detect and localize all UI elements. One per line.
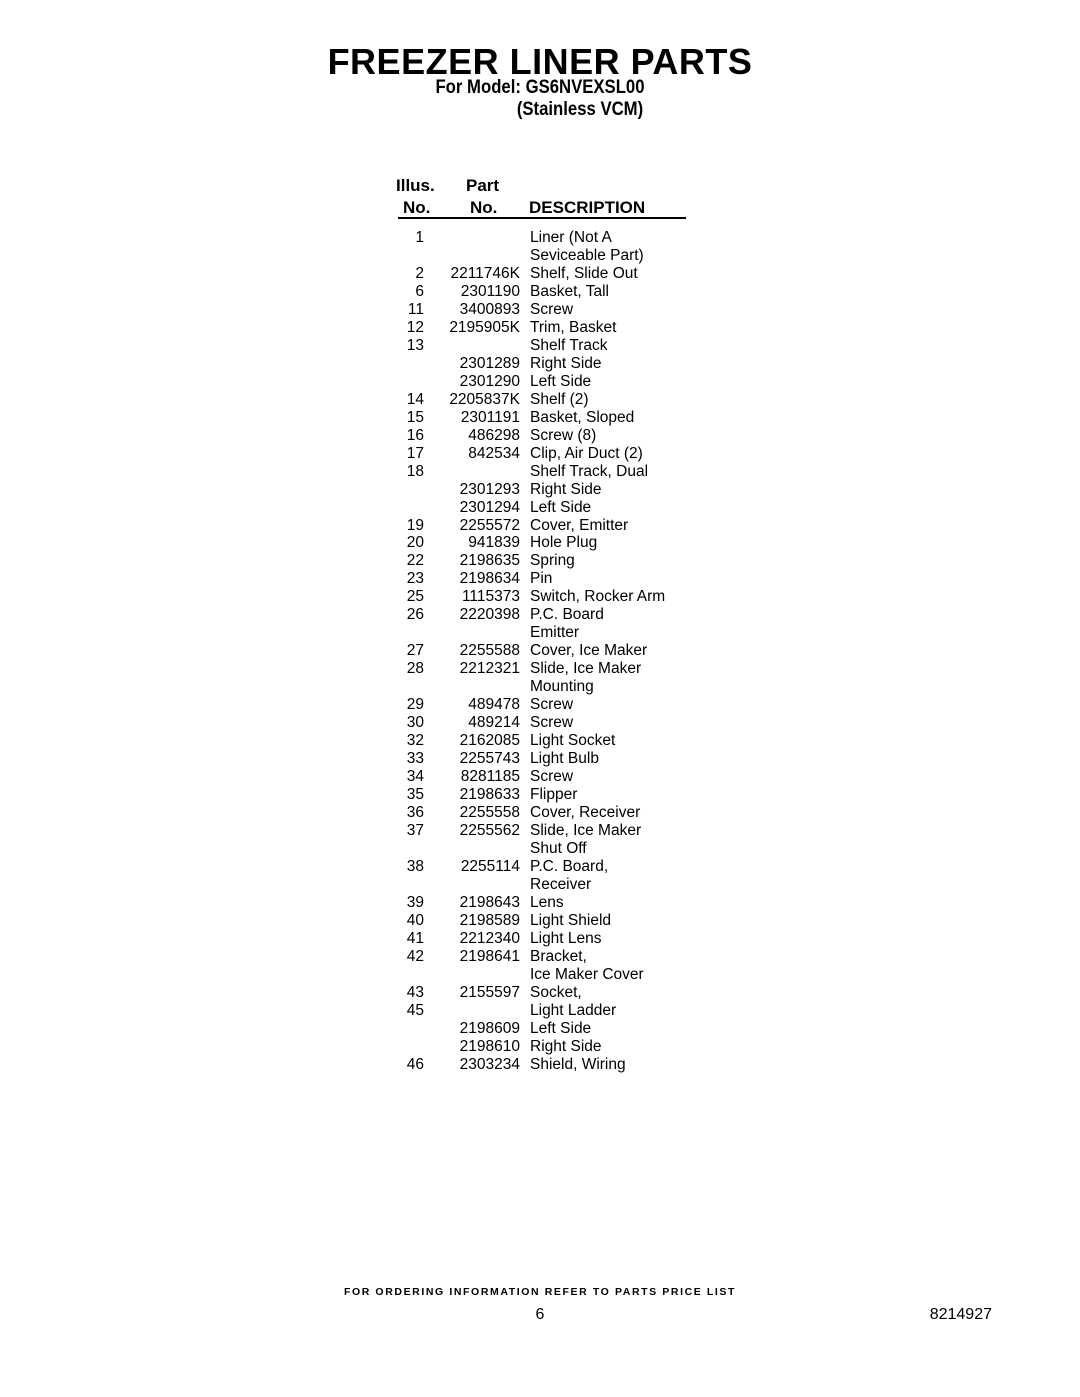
page-number: 6	[535, 1306, 545, 1323]
part-description: Screw	[530, 300, 574, 318]
part-number: 3400893	[459, 300, 520, 318]
table-row	[380, 606, 700, 624]
column-header-illus-bottom: No.	[403, 198, 431, 217]
table-row	[380, 445, 700, 463]
illus-number: 14	[406, 390, 424, 408]
table-row	[380, 894, 700, 912]
part-description: P.C. Board	[530, 606, 604, 624]
illus-number: 33	[406, 750, 424, 768]
part-description: Right Side	[530, 1037, 602, 1055]
part-number: 2255588	[459, 642, 520, 660]
part-description: Shelf, Slide Out	[530, 264, 638, 282]
part-number: 486298	[468, 426, 520, 444]
illus-number: 29	[406, 696, 424, 714]
illus-number: 32	[406, 732, 424, 750]
part-description: Cover, Ice Maker	[530, 642, 648, 660]
column-header-illus-top: Illus.	[396, 176, 435, 195]
part-description: Flipper	[530, 786, 578, 804]
part-description: Ice Maker Cover	[530, 965, 644, 983]
table-row	[380, 355, 700, 373]
table-row	[380, 930, 700, 948]
part-description: Screw	[530, 714, 574, 732]
part-description: Right Side	[530, 480, 602, 498]
part-number: 2255743	[459, 750, 520, 768]
part-number: 2155597	[459, 983, 520, 1001]
illus-number: 34	[406, 768, 424, 786]
part-number: 2198609	[459, 1019, 520, 1037]
illus-number: 37	[406, 821, 424, 839]
table-row	[380, 463, 700, 481]
part-description: Left Side	[530, 372, 592, 390]
part-number: 2255558	[459, 804, 520, 821]
document-number: 8214927	[929, 1306, 992, 1323]
part-description: Light Ladder	[530, 1001, 617, 1019]
illus-number: 30	[406, 714, 424, 732]
part-description: Hole Plug	[530, 534, 598, 552]
part-description: Mounting	[530, 678, 594, 696]
model-number: For Model: GS6NVEXSL00	[435, 77, 645, 98]
part-description: Basket, Sloped	[530, 408, 635, 426]
part-number: 941839	[468, 534, 520, 552]
part-description: Shelf (2)	[530, 390, 589, 408]
table-row	[380, 678, 700, 696]
illus-number: 15	[406, 408, 424, 426]
table-row	[380, 822, 700, 840]
illus-number: 39	[406, 893, 424, 911]
part-description: Spring	[530, 552, 575, 570]
table-row	[380, 517, 700, 535]
illus-number: 11	[407, 300, 424, 318]
part-description: Left Side	[530, 498, 592, 516]
part-description: Receiver	[530, 875, 592, 893]
illus-number: 43	[406, 983, 424, 1001]
illus-number: 23	[406, 570, 424, 588]
illus-number: 6	[415, 282, 424, 300]
table-row	[380, 319, 700, 337]
part-description: Shut Off	[530, 839, 587, 857]
table-row	[380, 481, 700, 499]
part-description: Light Bulb	[530, 750, 599, 768]
part-number: 2212321	[459, 660, 520, 678]
part-number: 2301289	[459, 354, 520, 372]
table-row	[380, 750, 700, 768]
illus-number: 46	[406, 1055, 424, 1073]
table-row	[380, 1002, 700, 1020]
illus-number: 18	[406, 462, 424, 480]
part-description: Pin	[530, 570, 553, 588]
part-description: Screw (8)	[530, 426, 597, 444]
part-number: 2255114	[460, 857, 520, 875]
part-number: 2198633	[459, 786, 520, 804]
table-row	[380, 804, 700, 822]
illus-number: 38	[406, 857, 424, 875]
part-description: Light Lens	[530, 929, 602, 947]
illus-number: 28	[406, 660, 424, 678]
illus-number: 17	[406, 444, 424, 462]
table-row	[380, 337, 700, 355]
part-description: Slide, Ice Maker	[530, 821, 642, 839]
part-number: 2301191	[460, 408, 520, 426]
table-row	[380, 786, 700, 804]
part-description: Shelf Track, Dual	[530, 462, 649, 480]
column-header-part-bottom: No.	[470, 198, 498, 217]
table-row	[380, 696, 700, 714]
illus-number: 40	[406, 911, 424, 929]
table-row	[380, 966, 700, 984]
part-number: 2198643	[459, 893, 520, 911]
part-number: 489478	[468, 696, 520, 714]
part-description: Bracket,	[530, 947, 587, 965]
table-row	[380, 588, 700, 606]
part-description: Shield, Wiring	[530, 1055, 626, 1073]
illus-number: 45	[406, 1001, 424, 1019]
part-number: 842534	[468, 444, 520, 462]
table-row	[380, 660, 700, 678]
table-row	[380, 247, 700, 265]
part-description: Cover, Emitter	[530, 516, 629, 534]
part-description: Screw	[530, 768, 574, 786]
part-description: P.C. Board,	[530, 857, 609, 875]
illus-number: 35	[406, 786, 424, 804]
part-number: 2303234	[459, 1055, 520, 1073]
part-description: Socket,	[530, 983, 582, 1001]
part-number: 2198634	[459, 570, 520, 588]
part-number: 2255572	[459, 516, 520, 534]
illus-number: 13	[406, 336, 424, 354]
illus-number: 19	[406, 516, 424, 534]
table-row	[380, 1038, 700, 1056]
part-number: 2211746K	[450, 264, 520, 282]
table-row	[380, 858, 700, 876]
part-number: 2198610	[459, 1037, 520, 1055]
illus-number: 22	[406, 552, 424, 570]
table-row	[380, 552, 700, 570]
table-row	[380, 283, 700, 301]
parts-table	[380, 229, 700, 1074]
part-number: 2212340	[459, 929, 520, 947]
table-row	[380, 876, 700, 894]
part-description: Liner (Not A	[530, 229, 612, 246]
part-description: Screw	[530, 696, 574, 714]
part-description: Right Side	[530, 354, 602, 372]
part-number: 2301290	[459, 372, 520, 390]
part-number: 2198635	[459, 552, 520, 570]
table-row	[380, 499, 700, 517]
illus-number: 1	[415, 229, 424, 246]
table-row	[380, 912, 700, 930]
part-number: 2205837K	[449, 390, 520, 408]
part-description: Cover, Receiver	[530, 804, 641, 821]
part-description: Slide, Ice Maker	[530, 660, 642, 678]
table-row	[380, 948, 700, 966]
part-description: Seviceable Part)	[530, 246, 644, 264]
part-description: Shelf Track	[530, 336, 608, 354]
page-title: FREEZER LINER PARTS	[327, 41, 753, 82]
table-row	[380, 1020, 700, 1038]
table-row	[380, 391, 700, 409]
part-description: Switch, Rocker Arm	[530, 588, 666, 606]
table-row	[380, 301, 700, 319]
part-description: Basket, Tall	[530, 282, 609, 300]
model-variant: (Stainless VCM)	[516, 99, 644, 120]
table-row	[380, 229, 700, 247]
illus-number: 12	[406, 318, 424, 336]
table-row	[380, 1056, 700, 1074]
part-description: Left Side	[530, 1019, 592, 1037]
illus-number: 2	[415, 264, 424, 282]
part-description: Emitter	[530, 624, 580, 642]
part-number: 2198589	[459, 911, 520, 929]
part-number: 2301293	[459, 480, 520, 498]
part-number: 2220398	[459, 606, 520, 624]
table-row	[380, 265, 700, 283]
ordering-notice: FOR ORDERING INFORMATION REFER TO PARTS PRICE LIST	[343, 1286, 737, 1298]
illus-number: 27	[406, 642, 424, 660]
part-number: 2301190	[460, 282, 520, 300]
illus-number: 25	[406, 588, 424, 606]
part-description: Light Socket	[530, 732, 616, 750]
table-row	[380, 714, 700, 732]
illus-number: 16	[406, 426, 424, 444]
table-row	[380, 373, 700, 391]
part-number: 2255562	[459, 821, 520, 839]
part-description: Clip, Air Duct (2)	[530, 444, 643, 462]
header-rule	[398, 217, 686, 219]
illus-number: 20	[406, 534, 424, 552]
part-number: 2301294	[459, 498, 520, 516]
illus-number: 36	[406, 804, 424, 821]
illus-number: 26	[406, 606, 424, 624]
part-number: 2162085	[459, 732, 520, 750]
table-row	[380, 534, 700, 552]
table-row	[380, 624, 700, 642]
illus-number: 42	[406, 947, 424, 965]
table-row	[380, 768, 700, 786]
table-row	[380, 427, 700, 445]
table-row	[380, 984, 700, 1002]
part-number: 8281185	[460, 768, 520, 786]
table-row	[380, 409, 700, 427]
part-number: 1115373	[461, 588, 520, 606]
part-description: Light Shield	[530, 911, 612, 929]
illus-number: 41	[406, 929, 424, 947]
part-description: Lens	[530, 893, 564, 911]
part-number: 489214	[468, 714, 520, 732]
table-row	[380, 840, 700, 858]
part-number: 2198641	[459, 947, 520, 965]
table-row	[380, 732, 700, 750]
column-header-part-top: Part	[466, 176, 500, 195]
column-header-description: DESCRIPTION	[529, 198, 646, 217]
table-row	[380, 570, 700, 588]
table-row	[380, 642, 700, 660]
part-number: 2195905K	[449, 318, 520, 336]
part-description: Trim, Basket	[530, 318, 617, 336]
